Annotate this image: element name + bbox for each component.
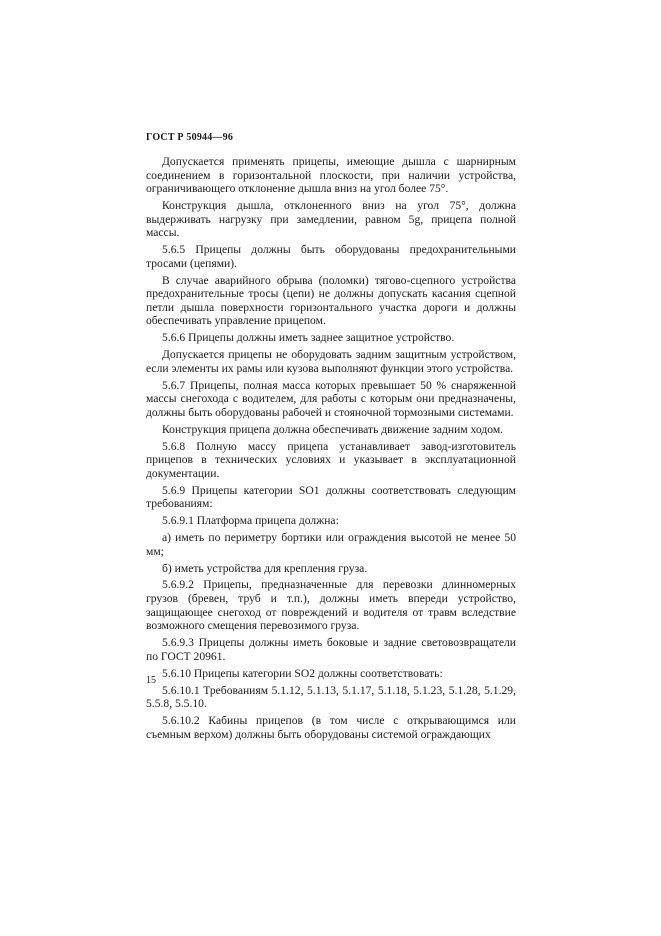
paragraph: б) иметь устройства для крепления груза.: [162, 561, 368, 575]
paragraph: 5.6.5 Прицепы должны быть оборудованы предохранительными тросами (цепями).: [146, 243, 516, 270]
document-body: [146, 155, 516, 745]
paragraph: 5.6.9.2 Прицепы, предназначенные для перевозки длинномерных грузов (бревен, труб и т.п.), должны иметь впереди устройство, защищающее снегоход от повреждений и водителя от травм вследствие возможного смещения перевозимого груза.: [146, 578, 516, 633]
paragraph: В случае аварийного обрыва (поломки) тягово-сцепного устройства предохранительные тросы (цепи) не должны допускать касания сцепной петли дышла поверхности горизонтального участка дороги и должны обеспечивать управление прицепом.: [146, 273, 516, 328]
paragraph: Конструкция дышла, отклоненного вниз на угол 75°, должна выдерживать нагрузку при замедлении, равном 5g, прицепа полной массы.: [146, 199, 516, 240]
document-header: ГОСТ Р 50944—96: [146, 132, 234, 143]
paragraph: 5.6.6 Прицепы должны иметь заднее защитное устройство.: [162, 331, 455, 345]
paragraph: 5.6.10.1 Требованиям 5.1.12, 5.1.13, 5.1.17, 5.1.18, 5.1.23, 5.1.28, 5.1.29, 5.5.8, 5.5.10.: [146, 683, 516, 711]
page-number: 15: [146, 675, 156, 686]
paragraph: Допускается прицепы не оборудовать задним защитным устройством, если элементы их рамы или кузова выполняют функции этого устройства.: [146, 348, 516, 375]
paragraph: Допускается применять прицепы, имеющие дышла с шарнирным соединением в горизонтальной плоскости, при наличии устройства, ограничивающего отклонение дышла вниз на угол более 75°.: [146, 155, 516, 196]
paragraph: 5.6.10.2 Кабины прицепов (в том числе с открывающимся или съемным верхом) должны быть оборудованы системой ограждающих: [146, 714, 516, 741]
paragraph: 5.6.9.1 Платформа прицепа должна:: [162, 514, 339, 528]
paragraph: 5.6.10 Прицепы категории SO2 должны соответствовать:: [162, 666, 443, 680]
paragraph: Конструкция прицепа должна обеспечивать движение задним ходом.: [162, 422, 504, 436]
paragraph: а) иметь по периметру бортики или ограждения высотой не менее 50 мм;: [146, 531, 516, 558]
paragraph: 5.6.7 Прицепы, полная масса которых превышает 50 % снаряженной массы снегохода с водителем, для работы с которым они предназначены, должны быть оборудованы рабочей и стояночной тормозными системами.: [146, 378, 516, 419]
paragraph: 5.6.9 Прицепы категории SO1 должны соответствовать следующим требованиям:: [146, 483, 516, 511]
paragraph: 5.6.8 Полную массу прицепа устанавливает завод-изготовитель прицепов в технических условиях и указывает в эксплуатационной документации.: [146, 439, 516, 480]
paragraph: 5.6.9.3 Прицепы должны иметь боковые и задние световозвращатели по ГОСТ 20961.: [146, 636, 516, 663]
